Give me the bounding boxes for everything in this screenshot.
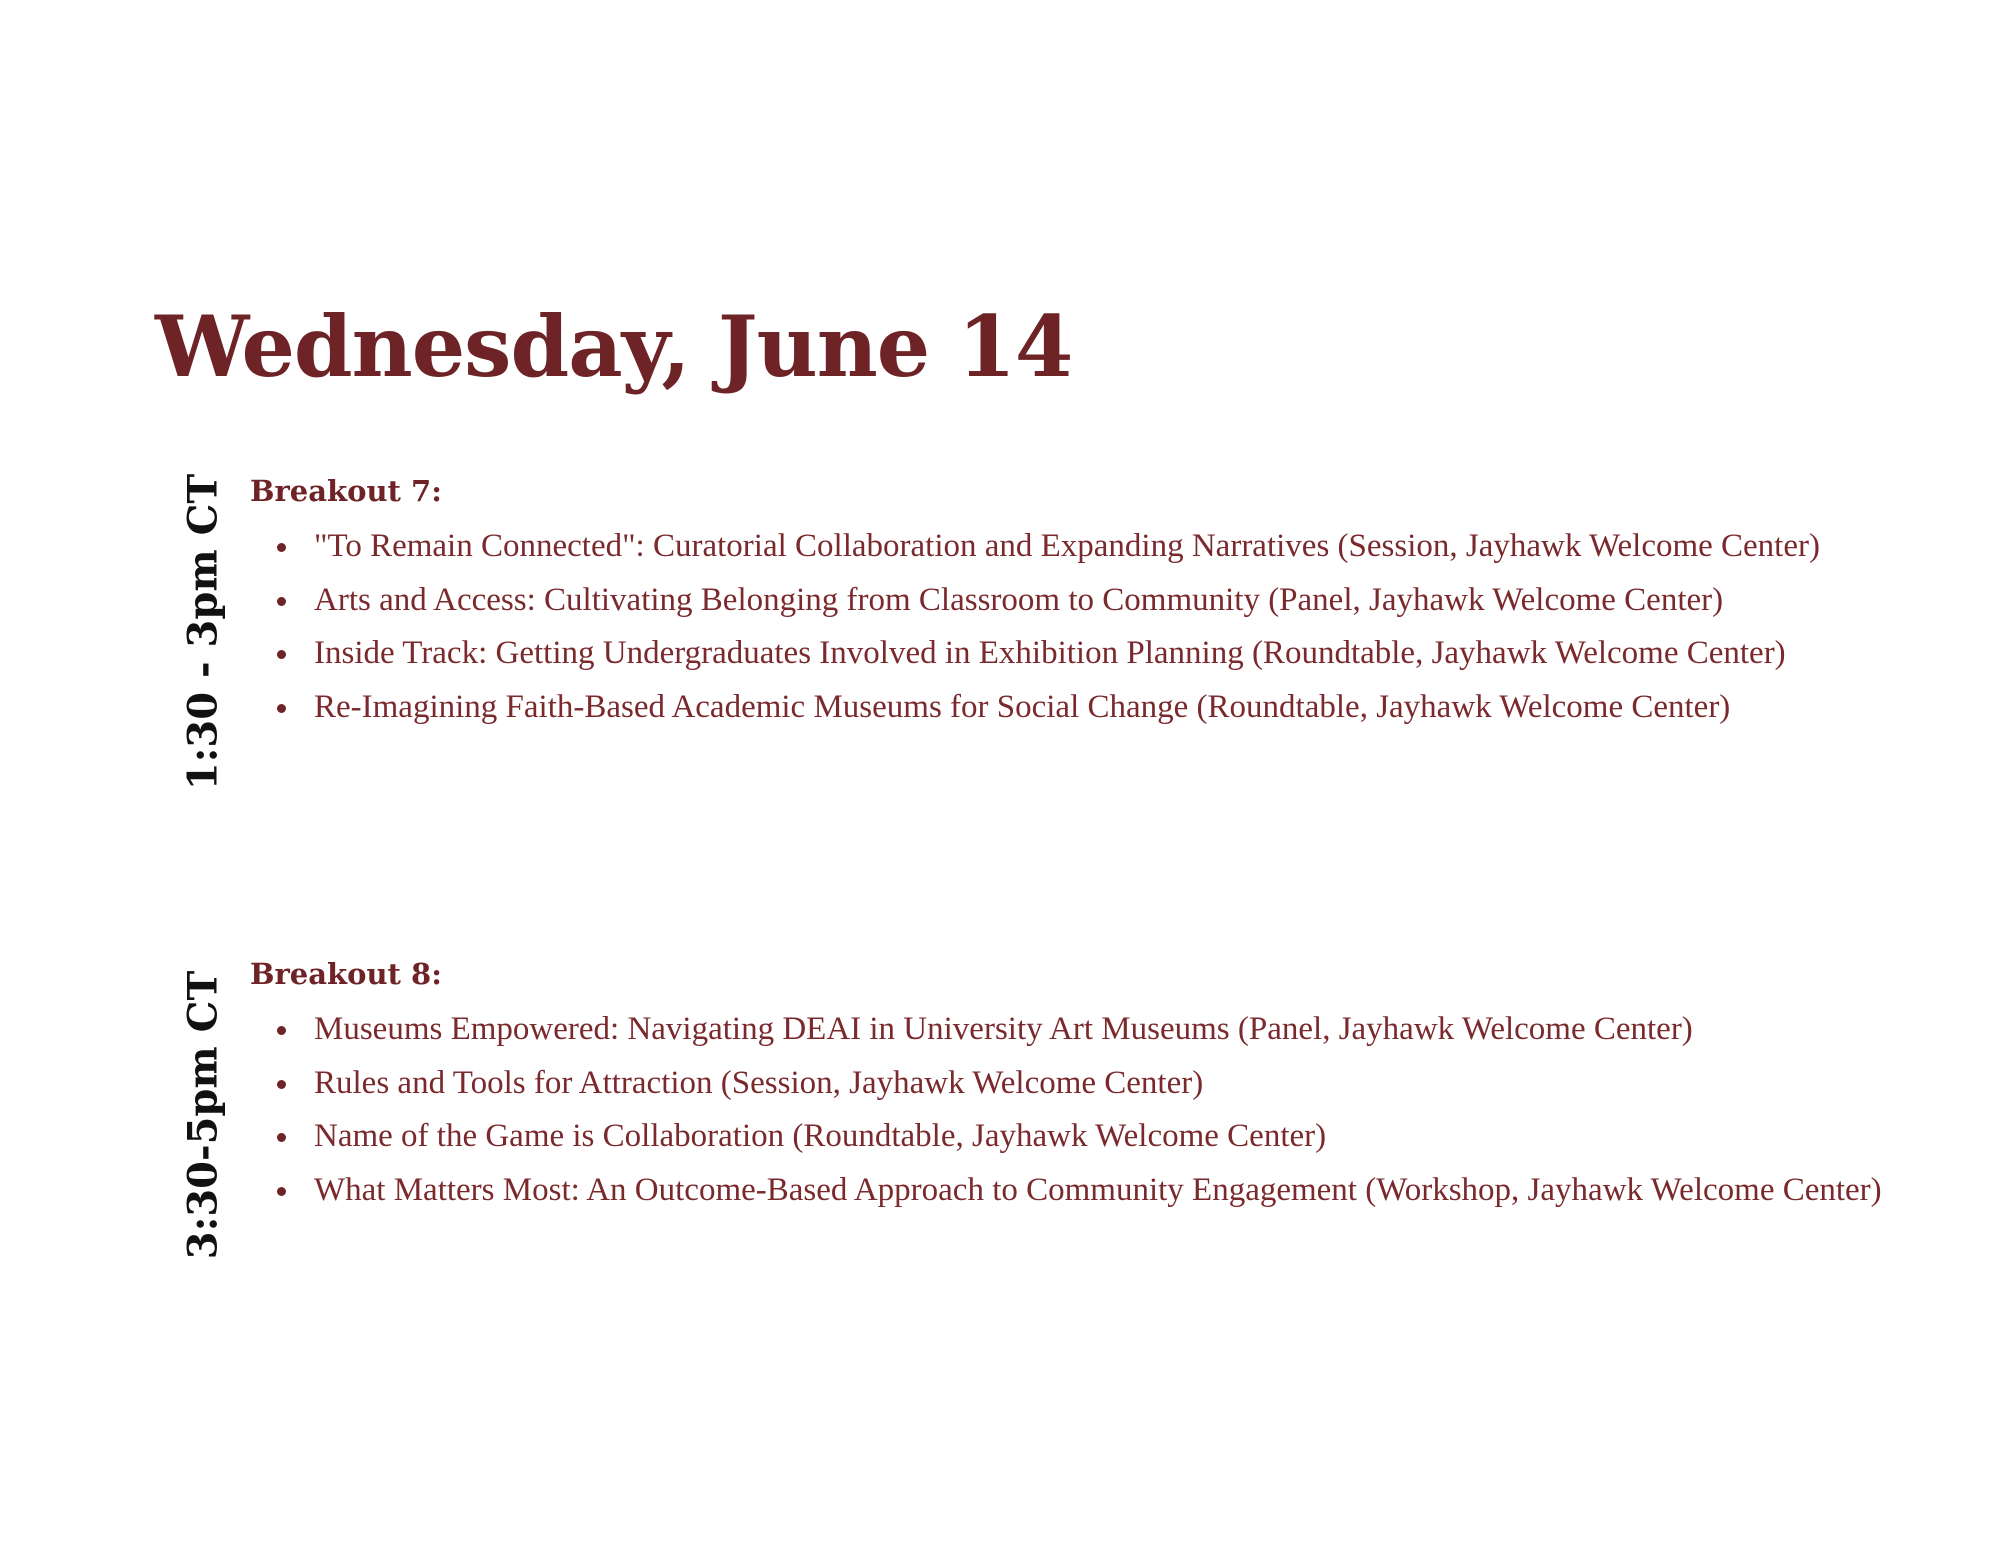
breakout-title: Breakout 7: — [250, 474, 442, 508]
session-list — [250, 1003, 1930, 1217]
page-title: Wednesday, June 14 — [155, 297, 1073, 396]
breakout-title: Breakout 8: — [250, 957, 442, 991]
session-item: Museums Empowered: Navigating DEAI in University Art Museums (Panel, Jayhawk Welcome Center) — [250, 1003, 1930, 1057]
time-slot-text: 3:30-5pm CT — [179, 970, 227, 1260]
session-list — [250, 520, 1930, 734]
session-item: Arts and Access: Cultivating Belonging from Classroom to Community (Panel, Jayhawk Welcome Center) — [250, 574, 1930, 628]
breakout-section — [250, 945, 1930, 1217]
breakout-section — [250, 462, 1930, 734]
session-item: Rules and Tools for Attraction (Session, Jayhawk Welcome Center) — [250, 1057, 1930, 1111]
session-item: "To Remain Connected": Curatorial Collaboration and Expanding Narratives (Session, Jayhawk Welcome Center) — [250, 520, 1930, 574]
session-item: Inside Track: Getting Undergraduates Involved in Exhibition Planning (Roundtable, Jayhawk Welcome Center) — [250, 627, 1930, 681]
time-slot-text: 1:30 - 3pm CT — [179, 473, 227, 791]
session-item: Re-Imagining Faith-Based Academic Museums for Social Change (Roundtable, Jayhawk Welcome Center) — [250, 681, 1930, 735]
session-item: Name of the Game is Collaboration (Roundtable, Jayhawk Welcome Center) — [250, 1110, 1930, 1164]
session-item: What Matters Most: An Outcome-Based Approach to Community Engagement (Workshop, Jayhawk Welcome Center) — [250, 1164, 1930, 1218]
